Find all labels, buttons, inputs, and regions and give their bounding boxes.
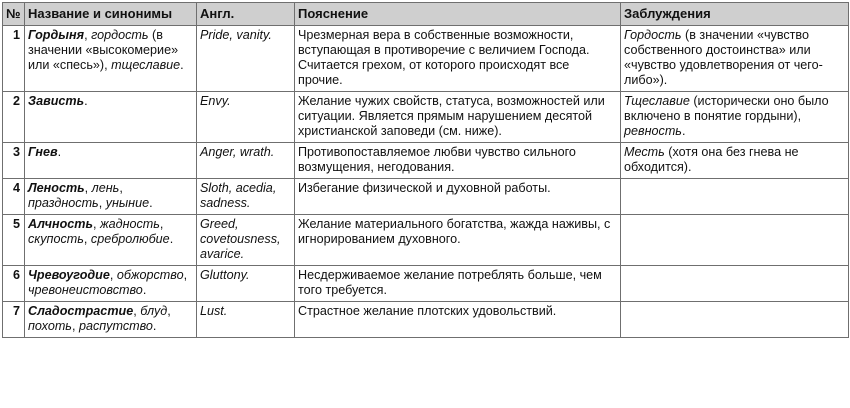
- sin-name: Чревоугодие: [28, 268, 110, 282]
- synonym-text: уныние: [105, 196, 150, 210]
- misconception-cell: [621, 179, 849, 215]
- misconception-cell: [621, 215, 849, 266]
- cell-text: (в значении «высокомерие» или «спесь»),: [28, 28, 179, 72]
- header-misconceptions: Заблуждения: [621, 3, 849, 26]
- misconception-cell: [621, 92, 849, 143]
- cell-text: .: [152, 319, 157, 333]
- cell-text: (хотя она без гнева не обходится).: [624, 145, 799, 174]
- header-num: №: [3, 3, 25, 26]
- english-cell: Sloth, acedia, sadness.: [197, 179, 295, 215]
- sin-name: Леность: [28, 181, 85, 195]
- english-cell: Anger, wrath.: [197, 143, 295, 179]
- header-explanation: Пояснение: [295, 3, 621, 26]
- table-row: [3, 266, 849, 302]
- misconception-cell: [621, 302, 849, 338]
- synonym-text: праздность: [28, 196, 99, 210]
- cell-text: ,: [71, 319, 79, 333]
- cell-text: .: [169, 232, 174, 246]
- cell-text: ,: [183, 268, 188, 282]
- synonym-text: сребролюбие: [90, 232, 170, 246]
- row-number: 4: [3, 179, 25, 215]
- cell-text: ,: [119, 181, 123, 195]
- cell-text: ,: [98, 196, 106, 210]
- row-number: 2: [3, 92, 25, 143]
- synonym-text: Тщеславие: [624, 94, 690, 108]
- cell-text: ,: [84, 181, 92, 195]
- synonym-text: тщеславие: [111, 58, 181, 72]
- english-cell: Lust.: [197, 302, 295, 338]
- sins-table: [2, 2, 849, 338]
- table-row: [3, 302, 849, 338]
- explanation-cell: Несдерживаемое желание потреблять больше, чем того требуется.: [295, 266, 621, 302]
- table-row: [3, 143, 849, 179]
- name-cell: [25, 179, 197, 215]
- sin-name: Зависть: [28, 94, 85, 108]
- table-row: [3, 179, 849, 215]
- sin-name: Гордыня: [28, 28, 85, 42]
- synonym-text: блуд: [140, 304, 168, 318]
- misconception-cell: [621, 143, 849, 179]
- cell-text: .: [681, 124, 686, 138]
- misconception-cell: [621, 26, 849, 92]
- explanation-cell: Избегание физической и духовной работы.: [295, 179, 621, 215]
- cell-text: .: [84, 94, 88, 108]
- english-cell: Pride, vanity.: [197, 26, 295, 92]
- cell-text: ,: [167, 304, 171, 318]
- cell-text: .: [180, 58, 184, 72]
- row-number: 6: [3, 266, 25, 302]
- synonym-text: похоть: [28, 319, 72, 333]
- name-cell: [25, 92, 197, 143]
- name-cell: [25, 143, 197, 179]
- explanation-cell: Желание материального богатства, жажда наживы, с игнорированием духовного.: [295, 215, 621, 266]
- english-cell: Greed, covetousness, avarice.: [197, 215, 295, 266]
- cell-text: ,: [92, 217, 100, 231]
- row-number: 1: [3, 26, 25, 92]
- misconception-cell: [621, 266, 849, 302]
- table-row: [3, 92, 849, 143]
- explanation-cell: Противопоставляемое любви чувство сильного возмущения, негодования.: [295, 143, 621, 179]
- table-row: [3, 26, 849, 92]
- name-cell: [25, 266, 197, 302]
- name-cell: [25, 26, 197, 92]
- cell-text: ,: [159, 217, 164, 231]
- cell-text: ,: [84, 28, 92, 42]
- synonym-text: гордость: [91, 28, 149, 42]
- sin-name: Сладострастие: [28, 304, 134, 318]
- header-eng: Англ.: [197, 3, 295, 26]
- row-number: 7: [3, 302, 25, 338]
- row-number: 5: [3, 215, 25, 266]
- name-cell: [25, 215, 197, 266]
- synonym-text: обжорство: [116, 268, 184, 282]
- cell-text: .: [149, 196, 153, 210]
- cell-text: ,: [109, 268, 117, 282]
- name-cell: [25, 302, 197, 338]
- cell-text: ,: [133, 304, 141, 318]
- english-cell: Gluttony.: [197, 266, 295, 302]
- synonym-text: жадность: [99, 217, 160, 231]
- explanation-cell: Желание чужих свойств, статуса, возможностей или ситуации. Является прямым нарушением десятой христианской заповеди (см. ниже).: [295, 92, 621, 143]
- cell-text: (в значении «чувство собственного достоинства» или «чувство удовлетворения от чего-либо»).: [624, 28, 823, 87]
- synonym-text: скупость: [28, 232, 84, 246]
- sin-name: Алчность: [28, 217, 93, 231]
- synonym-text: Гордость: [624, 28, 682, 42]
- synonym-text: лень: [91, 181, 120, 195]
- synonym-text: чревонеистовство: [28, 283, 143, 297]
- cell-text: .: [142, 283, 147, 297]
- explanation-cell: Чрезмерная вера в собственные возможности, вступающая в противоречие с величием Господа. Считается грехом, от которого происходят все прочие.: [295, 26, 621, 92]
- english-cell: Envy.: [197, 92, 295, 143]
- cell-text: (исторически оно было включено в понятие гордыни),: [624, 94, 829, 123]
- synonym-text: распутство: [78, 319, 153, 333]
- header-name: Название и синонимы: [25, 3, 197, 26]
- cell-text: ,: [83, 232, 91, 246]
- explanation-cell: Страстное желание плотских удовольствий.: [295, 302, 621, 338]
- table-row: [3, 215, 849, 266]
- synonym-text: ревность: [624, 124, 682, 138]
- header-row: [3, 3, 849, 26]
- row-number: 3: [3, 143, 25, 179]
- synonym-text: Месть: [624, 145, 665, 159]
- sin-name: Гнев: [28, 145, 58, 159]
- cell-text: .: [57, 145, 62, 159]
